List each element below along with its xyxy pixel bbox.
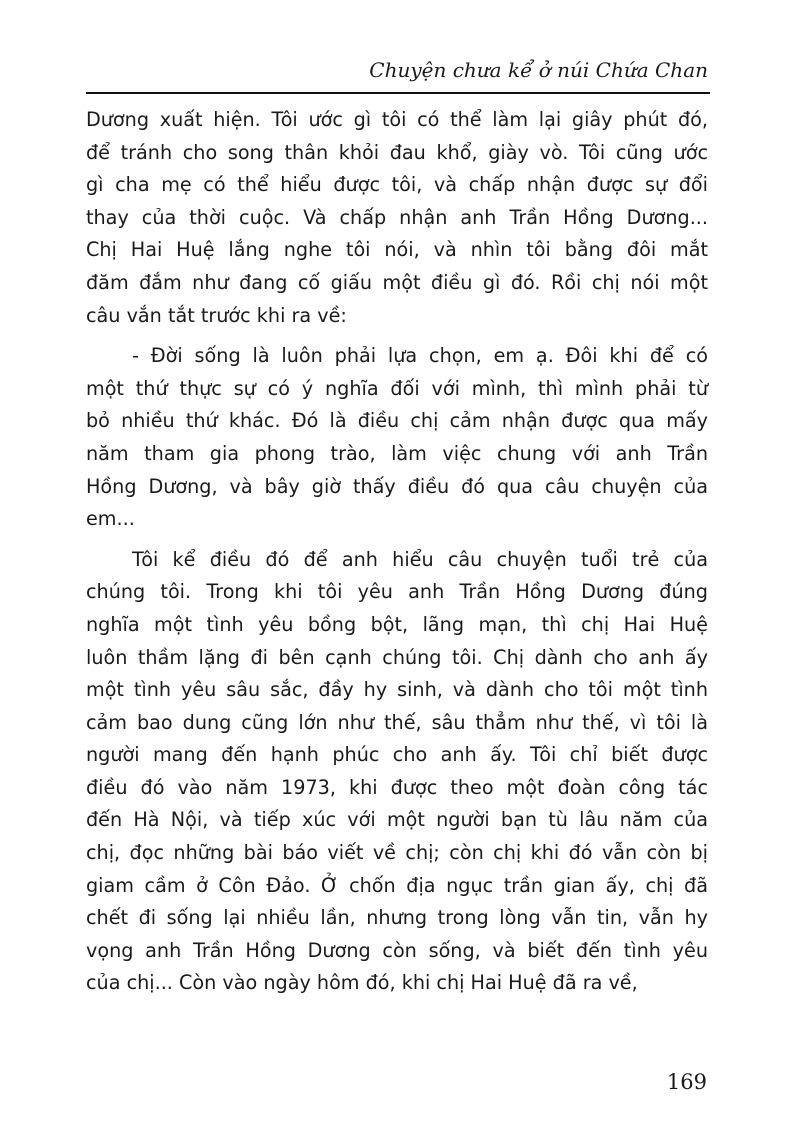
text-line: Chị Hai Huệ lắng nghe tôi nói, và nhìn tôi bằng đôi mắt	[86, 238, 708, 262]
text-line: một thứ thực sự có ý nghĩa đối với mình, thì mình phải từ	[86, 376, 708, 400]
paragraph-gap	[86, 536, 708, 544]
text-line: thay của thời cuộc. Và chấp nhận anh Trần Hồng Dương...	[86, 205, 708, 229]
running-header: Chuyện chưa kể ở núi Chứa Chan	[369, 58, 708, 82]
paragraph	[86, 104, 708, 332]
text-line: cảm bao dung cũng lớn như thế, sâu thẳm như thế, vì tôi là	[86, 710, 708, 734]
text-line: - Đời sống là luôn phải lựa chọn, em ạ. Đôi khi để có	[132, 344, 708, 368]
text-line: Dương xuất hiện. Tôi ước gì tôi có thể làm lại giây phút đó,	[86, 108, 708, 131]
page-body	[86, 104, 708, 1000]
text-line: giam cầm ở Côn Đảo. Ở chốn địa ngục trần gian ấy, chị đã	[86, 873, 708, 897]
text-line: của chị... Còn vào ngày hôm đó, khi chị Hai Huệ đã ra về,	[86, 971, 638, 995]
header-rule	[86, 92, 710, 94]
text-line: điều đó vào năm 1973, khi được theo một đoàn công tác	[86, 775, 708, 799]
text-line: gì cha mẹ có thể hiểu được tôi, và chấp nhận được sự đổi	[86, 173, 708, 197]
text-line: Hồng Dương, và bây giờ thấy điều đó qua câu chuyện của	[86, 474, 708, 498]
paragraph-gap	[86, 332, 708, 340]
text-line: người mang đến hạnh phúc cho anh ấy. Tôi chỉ biết được	[86, 743, 708, 767]
text-line: đăm đắm như đang cố giấu một điều gì đó. Rồi chị nói một	[86, 270, 708, 294]
text-line: Tôi kể điều đó để anh hiểu câu chuyện tuổi trẻ của	[132, 547, 708, 571]
text-line: một tình yêu sâu sắc, đầy hy sinh, và dành cho tôi một tình	[86, 678, 708, 702]
text-line: bỏ nhiều thứ khác. Đó là điều chị cảm nhận được qua mấy	[86, 409, 708, 433]
text-line: để tránh cho song thân khỏi đau khổ, giày vò. Tôi cũng ước	[86, 140, 708, 164]
text-line: câu vắn tắt trước khi ra về:	[86, 303, 347, 327]
page-number: 169	[666, 1070, 707, 1094]
text-line: đến Hà Nội, và tiếp xúc với một người bạn tù lâu năm của	[86, 808, 708, 832]
text-line: vọng anh Trần Hồng Dương còn sống, và biết đến tình yêu	[86, 938, 708, 962]
text-line: năm tham gia phong trào, làm việc chung với anh Trần	[86, 441, 708, 465]
paragraph	[86, 544, 708, 1000]
text-line: nghĩa một tình yêu bồng bột, lãng mạn, thì chị Hai Huệ	[86, 612, 708, 636]
paragraph	[86, 340, 708, 536]
text-line: em...	[86, 507, 135, 531]
text-line: chị, đọc những bài báo viết về chị; còn chị khi đó vẫn còn bị	[86, 841, 708, 865]
text-line: chết đi sống lại nhiều lần, nhưng trong lòng vẫn tin, vẫn hy	[86, 906, 708, 930]
text-line: chúng tôi. Trong khi tôi yêu anh Trần Hồng Dương đúng	[86, 580, 708, 604]
text-line: luôn thầm lặng đi bên cạnh chúng tôi. Chị dành cho anh ấy	[86, 645, 708, 669]
